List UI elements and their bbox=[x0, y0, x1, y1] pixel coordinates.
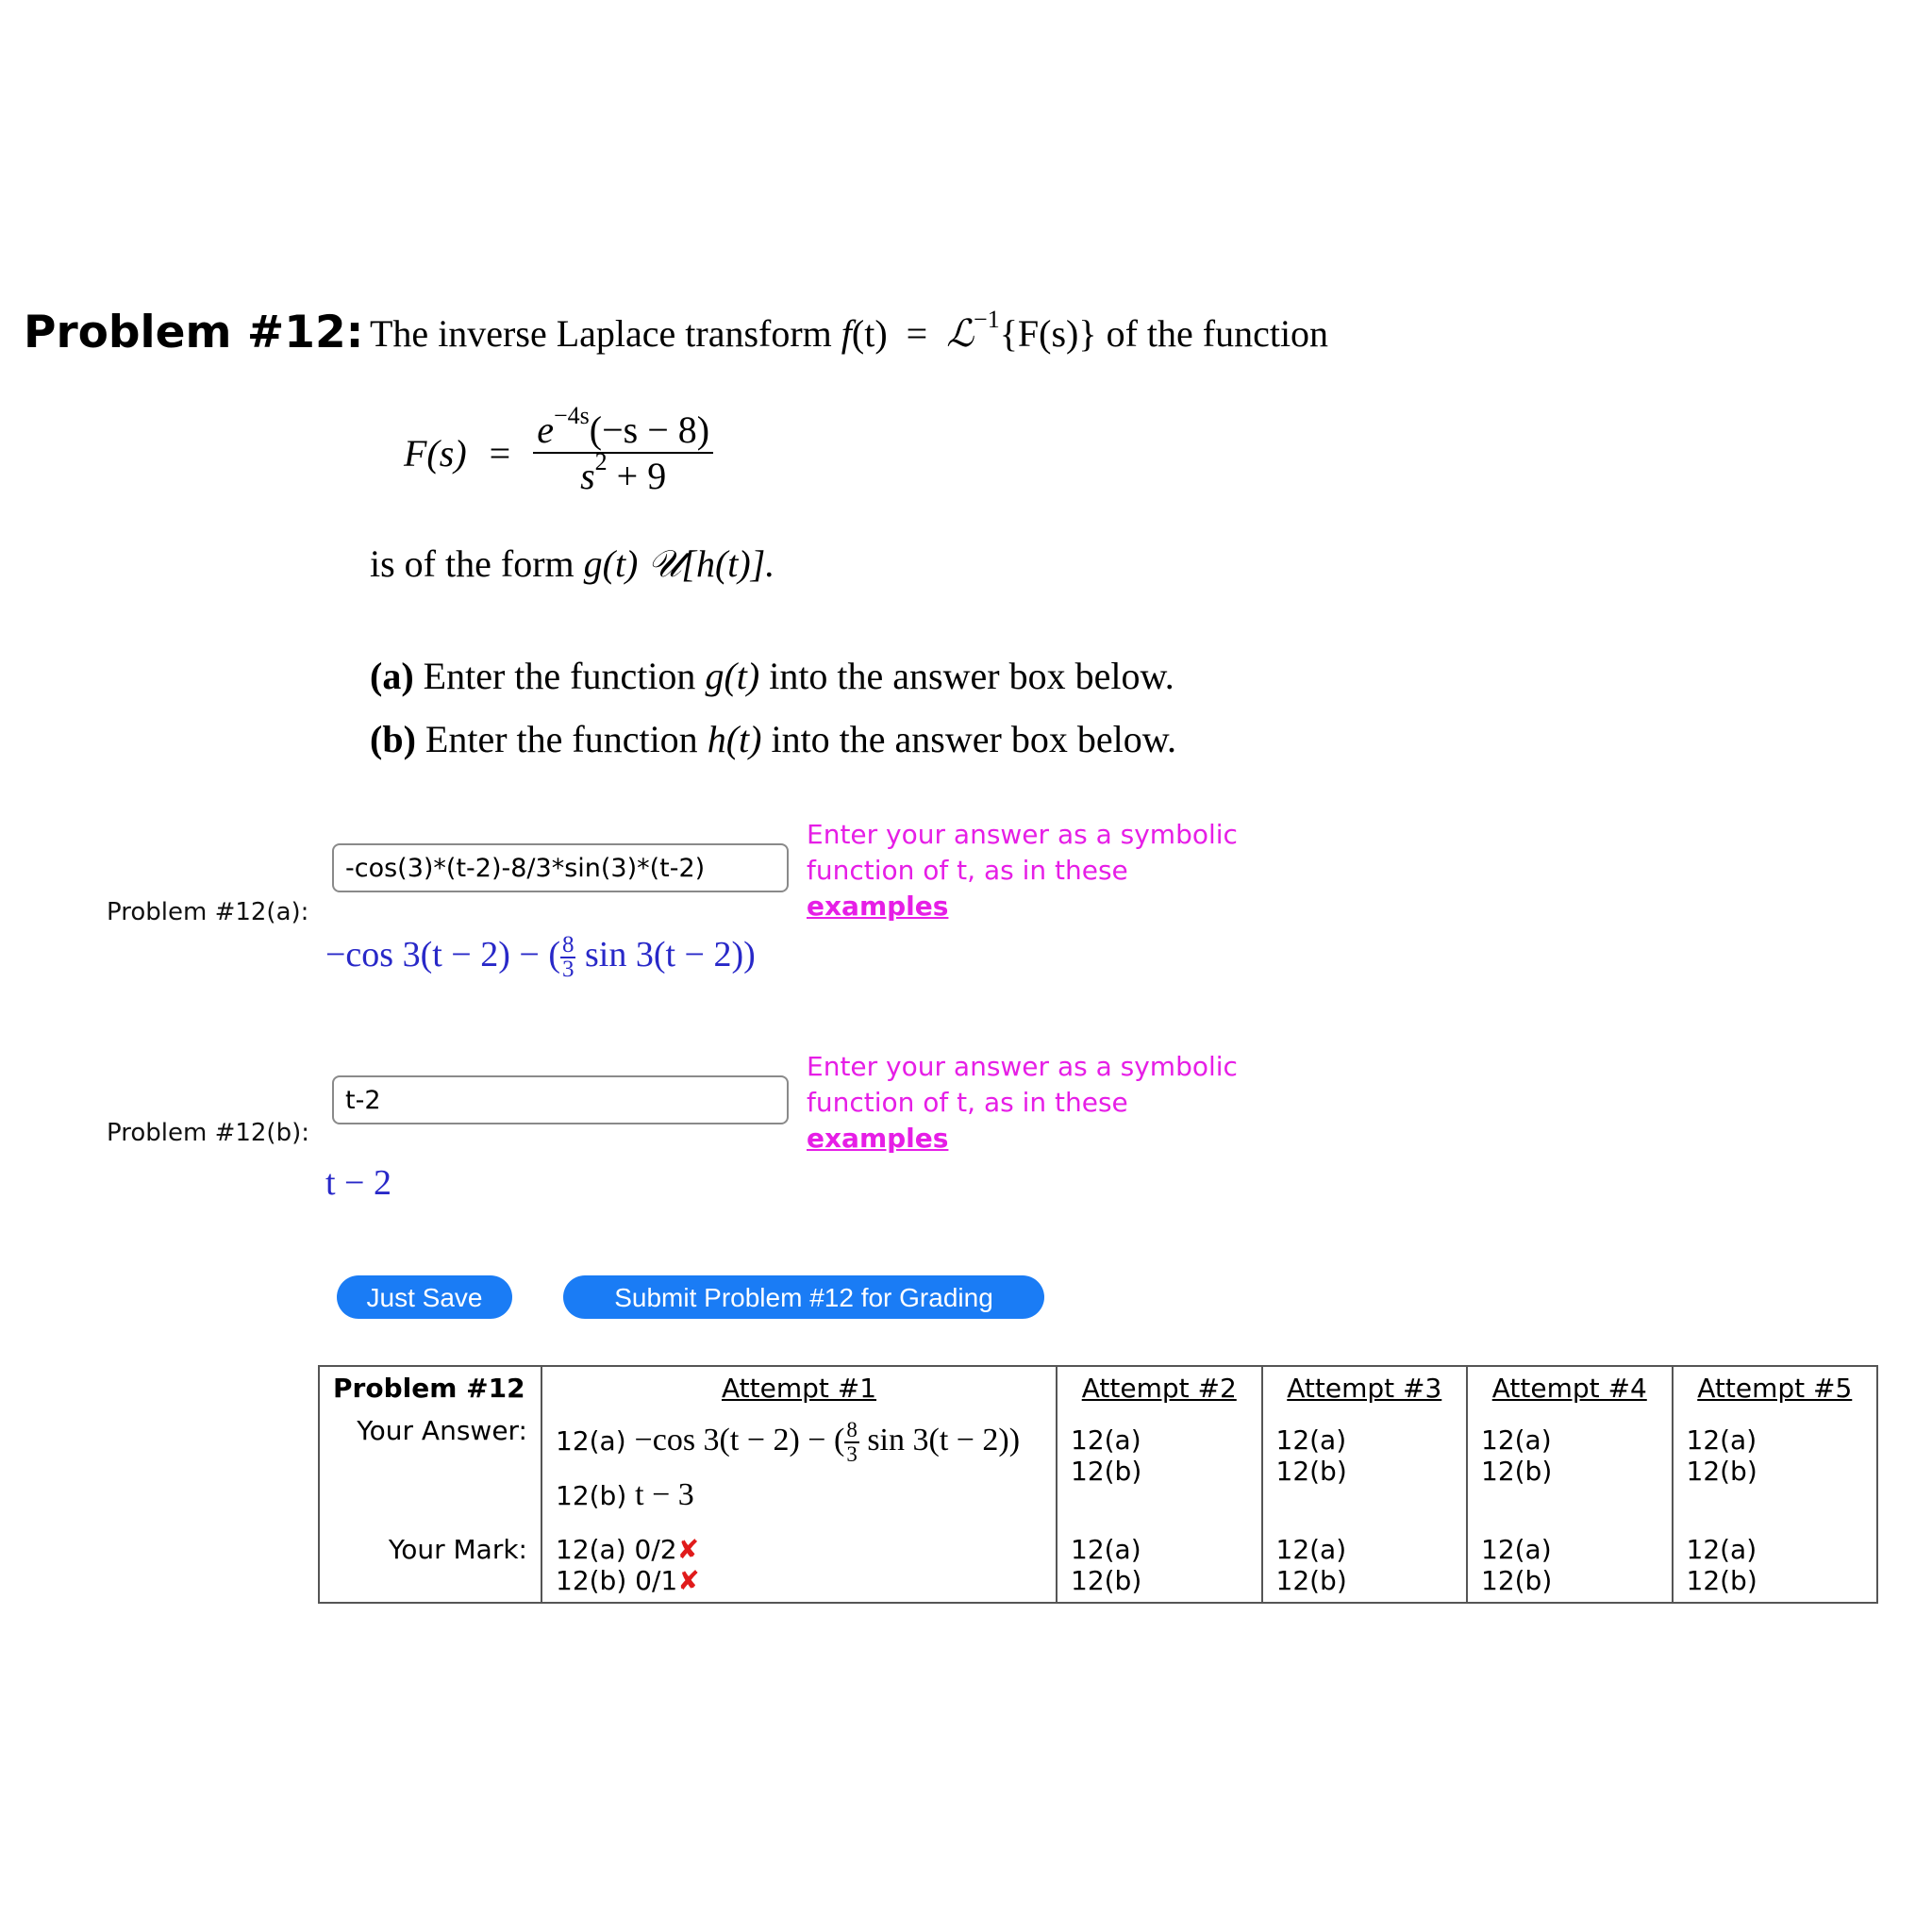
form-statement bbox=[370, 541, 774, 586]
intro-prefix: The inverse Laplace transform bbox=[370, 312, 832, 355]
answer-a-preview-post: sin 3(t − 2)) bbox=[575, 935, 756, 974]
answer-a-preview-num: 8 bbox=[561, 932, 575, 958]
part-b-func: h(t) bbox=[707, 718, 762, 760]
attempt-1-answer-b: 12(b) t − 3 bbox=[556, 1477, 694, 1512]
F-num-e: e bbox=[537, 408, 554, 451]
attempts-table bbox=[318, 1365, 1878, 1604]
problem-intro bbox=[370, 306, 1329, 356]
your-answer-row bbox=[319, 1409, 1877, 1519]
F-fraction bbox=[533, 402, 713, 498]
part-b-text: Enter the function bbox=[425, 718, 698, 760]
answer-a-input[interactable] bbox=[332, 843, 789, 892]
intro-eq: = bbox=[906, 312, 928, 355]
problem-title: Problem #12: bbox=[24, 307, 364, 358]
answer-a-preview-den: 3 bbox=[561, 957, 575, 983]
incorrect-icon: ✘ bbox=[676, 1534, 700, 1565]
attempt-5-mark: 12(a) 12(b) bbox=[1673, 1519, 1878, 1603]
submit-grading-button[interactable]: Submit Problem #12 for Grading bbox=[563, 1275, 1044, 1319]
attempt-3-header[interactable]: Attempt #3 bbox=[1262, 1366, 1468, 1409]
attempt-1-header[interactable]: Attempt #1 bbox=[541, 1366, 1057, 1409]
part-b-label: (b) bbox=[370, 718, 416, 760]
attempt-3-answer: 12(a) 12(b) bbox=[1262, 1409, 1468, 1519]
attempt-4-mark: 12(a) 12(b) bbox=[1467, 1519, 1673, 1603]
F-den-exp: 2 bbox=[594, 448, 608, 475]
F-eq: = bbox=[489, 431, 511, 475]
F-formula bbox=[404, 402, 713, 498]
intro-t: (t) bbox=[851, 312, 888, 355]
incorrect-icon: ✘ bbox=[677, 1565, 700, 1596]
attempt-4-header[interactable]: Attempt #4 bbox=[1467, 1366, 1673, 1409]
part-a-func: g(t) bbox=[705, 655, 760, 697]
attempt-1-answer-a: 12(a) −cos 3(t − 2) − ( $\frac{8}{3}$ sin 3(t − 2)) bbox=[556, 1418, 1021, 1466]
answer-a-label: Problem #12(a): bbox=[107, 898, 309, 926]
F-den-s: s bbox=[580, 455, 595, 497]
attempt-4-answer: 12(a) 12(b) bbox=[1467, 1409, 1673, 1519]
F-den-rest: + 9 bbox=[607, 455, 667, 497]
attempt-2-header[interactable]: Attempt #2 bbox=[1057, 1366, 1262, 1409]
part-b-instruction bbox=[370, 717, 1176, 761]
part-a-instruction bbox=[370, 654, 1174, 698]
intro-f: f bbox=[841, 312, 852, 355]
attempt-2-answer: 12(a) 12(b) bbox=[1057, 1409, 1262, 1519]
part-b-suffix: into the answer box below. bbox=[771, 718, 1176, 760]
part-a-text: Enter the function bbox=[423, 655, 696, 697]
answer-a-preview-pre: −cos 3(t − 2) − ( bbox=[325, 935, 560, 974]
part-a-suffix: into the answer box below. bbox=[769, 655, 1174, 697]
answer-b-examples-link[interactable]: examples bbox=[807, 1123, 949, 1154]
attempts-problem-header: Problem #12 bbox=[333, 1373, 525, 1404]
part-a-label: (a) bbox=[370, 655, 414, 697]
F-numerator bbox=[533, 402, 713, 454]
answer-a-examples-link[interactable]: examples bbox=[807, 891, 949, 922]
F-num-rest: (−s − 8) bbox=[589, 408, 710, 451]
attempt-1-mark-b: 12(b) 0/1✘ bbox=[556, 1565, 700, 1596]
form-expr: g(t) 𝒰[h(t)]. bbox=[583, 542, 775, 585]
just-save-button[interactable]: Just Save bbox=[337, 1275, 512, 1319]
attempt-5-answer: 12(a) 12(b) bbox=[1673, 1409, 1878, 1519]
answer-b-input[interactable] bbox=[332, 1075, 789, 1124]
intro-suffix: of the function bbox=[1106, 312, 1329, 355]
answer-b-hint-text: Enter your answer as a symbolic function of t, as in these bbox=[807, 1051, 1238, 1118]
answer-a-preview bbox=[325, 934, 756, 981]
attempt-1-mark bbox=[541, 1519, 1057, 1603]
F-num-exp: −4s bbox=[553, 402, 590, 429]
answer-a-preview-frac bbox=[560, 934, 576, 981]
F-lhs: F(s) bbox=[404, 431, 467, 475]
your-mark-row bbox=[319, 1519, 1877, 1603]
answer-b-label: Problem #12(b): bbox=[107, 1119, 309, 1147]
answer-b-preview: t − 2 bbox=[325, 1163, 391, 1203]
attempt-3-mark: 12(a) 12(b) bbox=[1262, 1519, 1468, 1603]
attempts-header-row bbox=[319, 1366, 1877, 1409]
attempt-1-answer bbox=[541, 1409, 1057, 1519]
intro-laplace-symbol: ℒ bbox=[946, 312, 974, 355]
answer-b-hint bbox=[807, 1049, 1259, 1157]
your-answer-label: Your Answer: bbox=[357, 1415, 527, 1446]
answer-a-hint bbox=[807, 817, 1259, 924]
attempt-5-header[interactable]: Attempt #5 bbox=[1673, 1366, 1878, 1409]
your-mark-label: Your Mark: bbox=[388, 1534, 527, 1565]
attempt-1-mark-a: 12(a) 0/2✘ bbox=[556, 1534, 700, 1565]
intro-Fs: {F(s)} bbox=[999, 312, 1097, 355]
F-denominator bbox=[533, 448, 713, 498]
form-text: is of the form bbox=[370, 542, 575, 585]
intro-inverse-sup: −1 bbox=[974, 306, 1000, 333]
answer-a-hint-text: Enter your answer as a symbolic function of t, as in these bbox=[807, 819, 1238, 886]
attempt-2-mark: 12(a) 12(b) bbox=[1057, 1519, 1262, 1603]
